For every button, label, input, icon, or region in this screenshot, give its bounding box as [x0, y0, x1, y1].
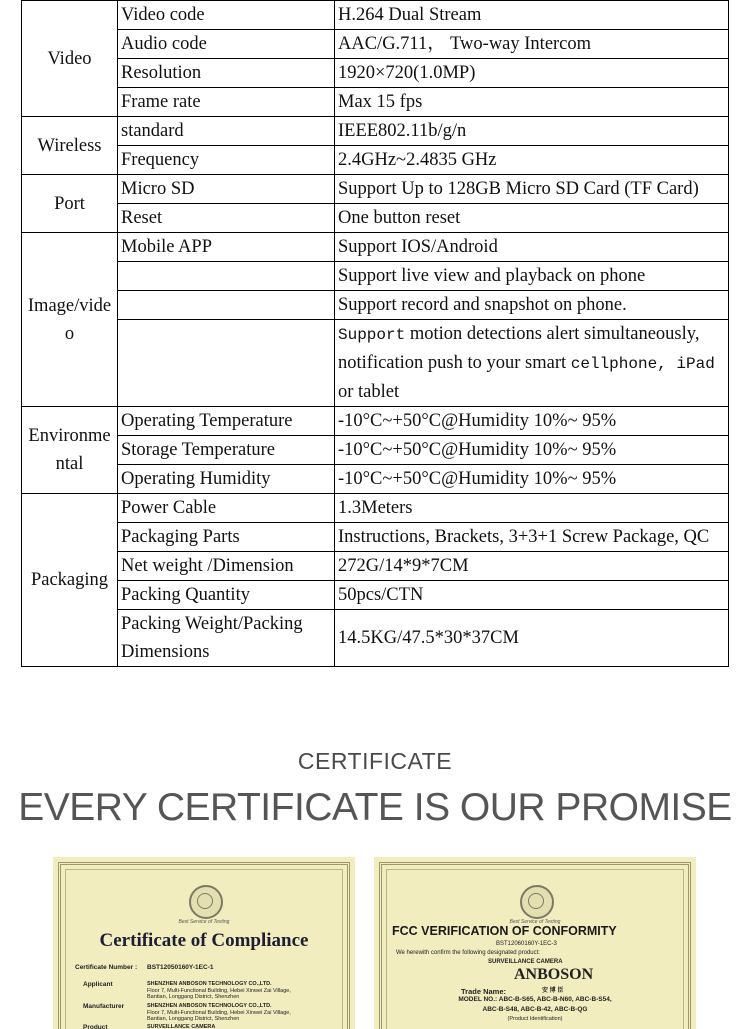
spec-value: One button reset — [335, 204, 729, 233]
spec-item: Operating Humidity — [118, 465, 335, 494]
spec-item: Packing Quantity — [118, 581, 335, 610]
applicant-address: Floor 7, Multi-Functional Building, Hebei Xinwei Zai Village, — [147, 987, 291, 994]
table-row — [22, 30, 729, 59]
group-environmental — [22, 407, 118, 494]
certificate-headline: EVERY CERTIFICATE IS OUR PROMISE — [18, 786, 732, 829]
certificate-intro: We herewith confirm the following designated product: — [396, 950, 540, 956]
certificate-fcc-image — [374, 857, 696, 1029]
spec-value-part: motion detections alert simultaneously, notification push to your smart — [338, 324, 700, 373]
spec-table — [21, 0, 729, 667]
table-row — [22, 59, 729, 88]
spec-value: IEEE802.11b/g/n — [335, 117, 729, 146]
manufacturer-value — [147, 1003, 327, 1023]
seal-icon — [520, 885, 554, 919]
spec-value — [335, 320, 729, 407]
spec-item: Power Cable — [118, 494, 335, 523]
group-wireless: Wireless — [22, 117, 118, 175]
table-row — [22, 291, 729, 320]
certificate-title: FCC VERIFICATION OF CONFORMITY — [392, 924, 617, 938]
certificate-motto: Best Service of Testing — [178, 919, 230, 925]
seal-icon — [189, 885, 223, 919]
spec-value-part: cellphone, iPad — [570, 355, 715, 373]
spec-value: 1920×720(1.0MP) — [335, 59, 729, 88]
spec-item: Storage Temperature — [118, 436, 335, 465]
table-row — [22, 436, 729, 465]
certificate-title: Certificate of Compliance — [99, 930, 309, 951]
table-row — [22, 204, 729, 233]
spec-item: Frequency — [118, 146, 335, 175]
manufacturer-label: Manufacturer — [83, 1003, 125, 1010]
spec-item: Operating Temperature — [118, 407, 335, 436]
spec-item: Video code — [118, 1, 335, 30]
certificate-product: SURVEILLANCE CAMERA — [488, 959, 563, 965]
spec-item: Micro SD — [118, 175, 335, 204]
model-line: MODEL NO.: ABC-B-S65, ABC-B-N60, ABC-B-S54, — [458, 996, 612, 1003]
certificate-motto: Best Service of Testing — [509, 919, 561, 925]
spec-value: Max 15 fps — [335, 88, 729, 117]
certificate-number-label: Certificate Number : — [75, 964, 138, 971]
spec-item: Mobile APP — [118, 233, 335, 262]
applicant-value — [147, 981, 327, 1001]
spec-item: standard — [118, 117, 335, 146]
spec-value: 272G/14*9*7CM — [335, 552, 729, 581]
spec-value: 1.3Meters — [335, 494, 729, 523]
spec-value: -10°C~+50°C@Humidity 10%~ 95% — [335, 407, 729, 436]
certificate-brand-cn: 安 博 臣 — [542, 988, 564, 994]
spec-item: Frame rate — [118, 88, 335, 117]
group-label-line: Environme — [28, 426, 111, 446]
product-label: Product — [83, 1024, 108, 1029]
applicant-name: SHENZHEN ANBOSON TECHNOLOGY CO.,LTD. — [147, 981, 272, 987]
group-port: Port — [22, 175, 118, 233]
manufacturer-name: SHENZHEN ANBOSON TECHNOLOGY CO.,LTD. — [147, 1003, 272, 1009]
group-label-line: ntal — [55, 454, 84, 474]
table-row — [22, 233, 729, 262]
manufacturer-address: Floor 7, Multi-Functional Building, Hebei Xinwei Zai Village, — [147, 1009, 291, 1016]
spec-item — [118, 262, 335, 291]
table-row — [22, 581, 729, 610]
spec-item: Net weight /Dimension — [118, 552, 335, 581]
spec-item — [118, 320, 335, 407]
group-label-line: o — [64, 323, 75, 344]
table-row — [22, 88, 729, 117]
table-row — [22, 552, 729, 581]
spec-item: Audio code — [118, 30, 335, 59]
spec-item: Packing Weight/Packing Dimensions — [118, 610, 335, 667]
applicant-label: Applicant — [83, 981, 113, 988]
spec-item: Reset — [118, 204, 335, 233]
spec-value: Support IOS/Android — [335, 233, 729, 262]
spec-value: -10°C~+50°C@Humidity 10%~ 95% — [335, 436, 729, 465]
spec-value-part: Support — [338, 326, 406, 344]
spec-item: Packaging Parts — [118, 523, 335, 552]
product-value: SURVEILLANCE CAMERA — [147, 1024, 216, 1029]
spec-value: Instructions, Brackets, 3+3+1 Screw Package, QC — [335, 523, 729, 552]
spec-item — [118, 291, 335, 320]
spec-item: Resolution — [118, 59, 335, 88]
group-image-video — [22, 233, 118, 407]
spec-value: -10°C~+50°C@Humidity 10%~ 95% — [335, 465, 729, 494]
spec-value-part: or tablet — [338, 382, 400, 402]
table-row — [22, 1, 729, 30]
certificate-number: BST12050160Y-1EC-1 — [147, 964, 214, 971]
table-row — [22, 407, 729, 436]
spec-value: Support Up to 128GB Micro SD Card (TF Card) — [335, 175, 729, 204]
spec-value: 14.5KG/47.5*30*37CM — [335, 610, 729, 667]
spec-value: 2.4GHz~2.4835 GHz — [335, 146, 729, 175]
certificate-kicker: CERTIFICATE — [297, 748, 453, 774]
trade-name-label: Trade Name: — [461, 987, 507, 996]
certificate-compliance-image — [53, 857, 355, 1029]
group-packaging: Packaging — [22, 494, 118, 667]
table-row — [22, 117, 729, 146]
table-row — [22, 146, 729, 175]
group-label-line: Image/vide — [27, 295, 112, 316]
table-row — [22, 494, 729, 523]
spec-value: 50pcs/CTN — [335, 581, 729, 610]
certificate-brand: ANBOSON — [514, 966, 594, 983]
group-video: Video — [22, 1, 118, 117]
certificate-number: BST12060160Y-1EC-3 — [496, 941, 557, 947]
table-row — [22, 610, 729, 667]
table-row — [22, 523, 729, 552]
spec-value: H.264 Dual Stream — [335, 1, 729, 30]
spec-value: Support record and snapshot on phone. — [335, 291, 729, 320]
table-row — [22, 320, 729, 407]
applicant-address: Bantian, Longgang District, Shenzhen — [147, 994, 240, 1000]
table-row — [22, 175, 729, 204]
manufacturer-address: Bantian, Longgang District, Shenzhen — [147, 1016, 240, 1022]
model-line: ABC-B-S48, ABC-B-42, ABC-B-QG — [482, 1006, 588, 1013]
table-row — [22, 262, 729, 291]
table-row — [22, 465, 729, 494]
certificate-number-row — [75, 964, 214, 971]
spec-value: AAC/G.711， Two-way Intercom — [335, 30, 729, 59]
spec-value: Support live view and playback on phone — [335, 262, 729, 291]
model-caption: (Product Identification) — [507, 1016, 563, 1022]
